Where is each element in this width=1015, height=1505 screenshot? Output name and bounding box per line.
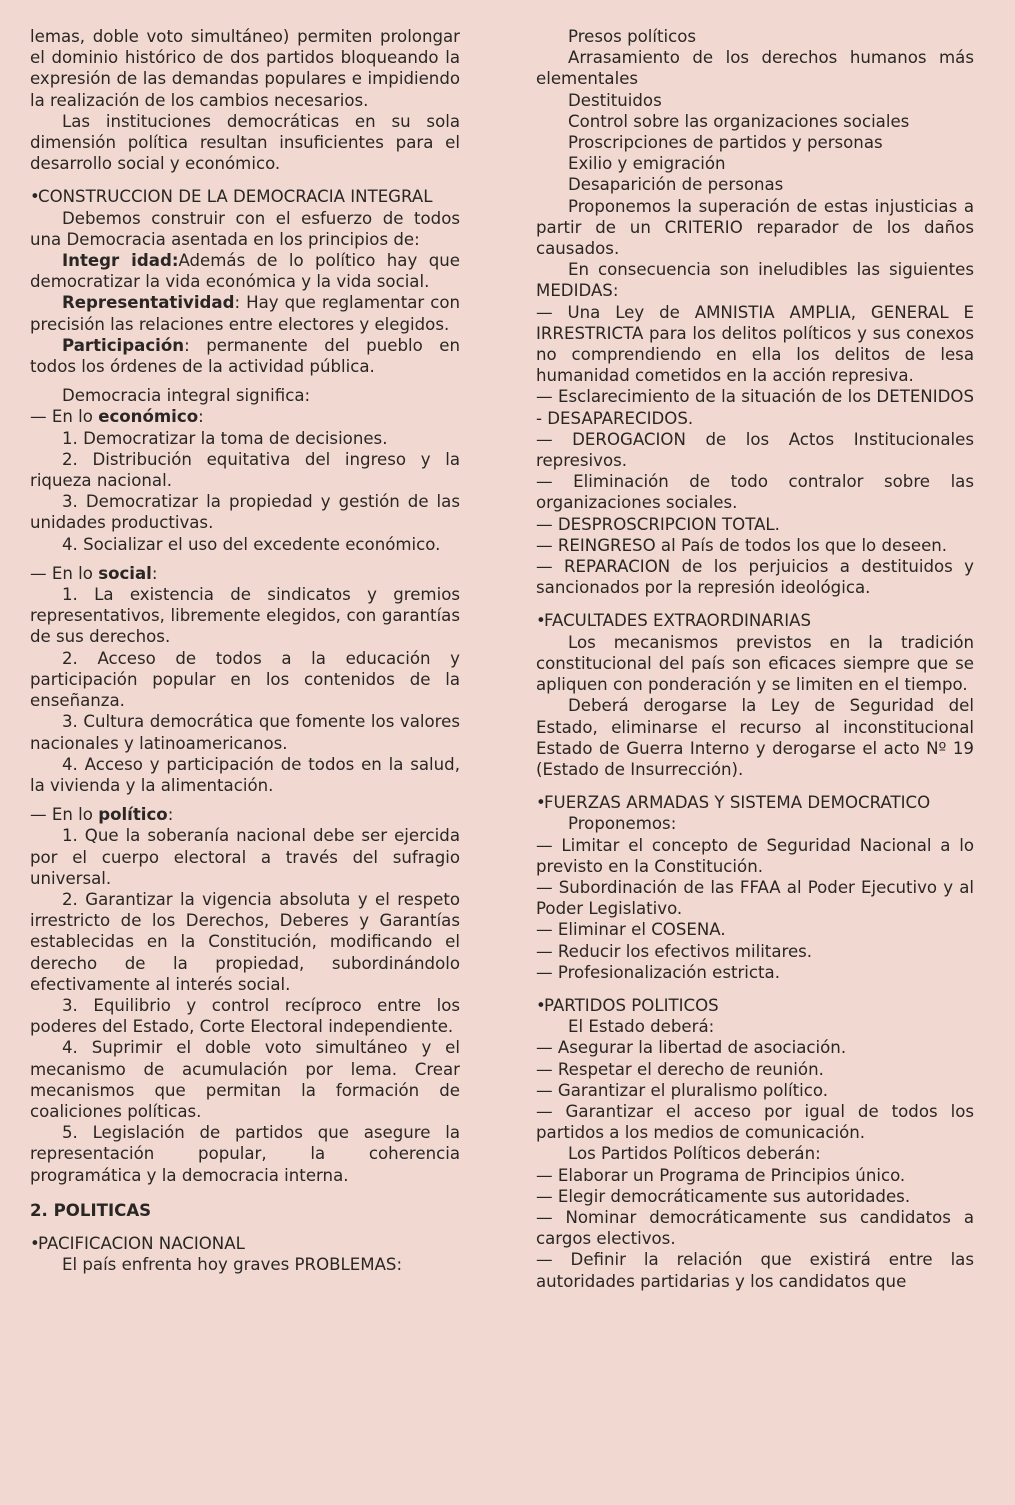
subsection-prefix: — En lo <box>30 805 99 825</box>
indented-paragraph: Los mecanismos previstos en la tradición constitucional del país son eficaces siempre que se apliquen con ponderación y se limiten en el tiempo. <box>536 632 974 695</box>
indented-paragraph: En consecuencia son ineludibles las siguientes MEDIDAS: <box>536 260 974 301</box>
paragraph: — Nominar democráticamente sus candidatos a cargos electivos. <box>536 1207 974 1249</box>
indented-paragraph: Control sobre las organizaciones sociales <box>568 111 910 131</box>
paragraph: lemas, doble voto simultáneo) permiten prolongar el dominio histórico de dos partidos bloqueando la expresión de las demandas populares e impidiendo la realización de los cambios necesarios. <box>30 27 460 110</box>
spacer <box>30 377 460 385</box>
paragraph: — Una Ley de AMNISTIA AMPLIA, GENERAL E IRRESTRICTA para los delitos políticos y sus conexos no comprendiendo en ella los delitos de lesa humanidad cometidos en la acción represiva. <box>536 302 974 386</box>
principle-paragraph <box>30 292 460 334</box>
indented-paragraph: El Estado deberá: <box>568 1017 715 1037</box>
section-heading-text: PARTIDOS POLITICOS <box>544 995 719 1015</box>
indented-paragraph: Destituidos <box>568 90 662 110</box>
paragraph: — REPARACION de los perjuicios a destituidos y sancionados por la represión ideológica. <box>536 557 974 598</box>
subsection-label <box>30 406 460 427</box>
indented-paragraph: 3. Cultura democrática que fomente los valores nacionales y latinoamericanos. <box>30 712 460 753</box>
principle-term: Integr idad: <box>62 251 179 271</box>
indented-paragraph: 2. Distribución equitativa del ingreso y la riqueza nacional. <box>30 449 460 491</box>
spacer <box>30 555 460 563</box>
principle-term: Participación <box>62 335 185 355</box>
section-heading-text: CONSTRUCCION DE LA DEMOCRACIA INTEGRAL <box>38 187 433 207</box>
principle-term: Representatividad <box>62 293 235 313</box>
bullet-marker: • <box>536 995 546 1015</box>
indented-paragraph: Proscripciones de partidos y personas <box>568 133 883 153</box>
paragraph: — Elegir democráticamente sus autoridades. <box>536 1186 911 1206</box>
subsection-term: económico <box>98 407 199 427</box>
principle-paragraph <box>30 335 460 377</box>
paragraph: — Eliminar el COSENA. <box>536 920 726 940</box>
paragraph: — Subordinación de las FFAA al Poder Ejecutivo y al Poder Legislativo. <box>536 877 974 919</box>
indented-paragraph: Los Partidos Políticos deberán: <box>568 1144 821 1164</box>
bullet-marker: • <box>536 793 546 813</box>
indented-paragraph: Presos políticos <box>568 27 697 46</box>
subsection-colon: : <box>198 407 204 427</box>
indented-paragraph: 4. Suprimir el doble voto simultáneo y el mecanismo de acumulación por lema. Crear mecanismos que permitan la formación de coaliciones políticas. <box>30 1038 460 1121</box>
indented-paragraph: Arrasamiento de los derechos humanos más elementales <box>536 48 974 89</box>
principle-text: Además de lo político hay que democratizar la vida económica y la vida social. <box>30 251 460 292</box>
indented-paragraph: Desaparición de personas <box>568 175 784 195</box>
paragraph: — Limitar el concepto de Seguridad Nacional a lo previsto en la Constitución. <box>536 835 974 876</box>
section-heading <box>30 1233 460 1254</box>
indented-paragraph: 2. Acceso de todos a la educación y participación popular en los contenidos de la enseñanza. <box>30 648 460 711</box>
right-column <box>536 26 974 1292</box>
section-heading <box>30 186 460 207</box>
paragraph: — DESPROSCRIPCION TOTAL. <box>536 514 780 534</box>
section-heading-text: FUERZAS ARMADAS Y SISTEMA DEMOCRATICO <box>544 793 931 813</box>
indented-paragraph: Exilio y emigración <box>568 154 726 174</box>
section-heading <box>536 792 974 813</box>
indented-paragraph: 3. Democratizar la propiedad y gestión de las unidades productivas. <box>30 492 460 533</box>
numbered-heading: 2. POLITICAS <box>30 1200 152 1220</box>
principle-paragraph <box>30 250 460 292</box>
indented-paragraph: 2. Garantizar la vigencia absoluta y el respeto irrestricto de los Derechos, Deberes y Garantías establecidas en la Constitución, modificando el derecho de la propiedad, subordinándolo efectivamente al interés social. <box>30 889 460 994</box>
indented-paragraph: Proponemos: <box>568 814 677 834</box>
principle-text: : permanente del pueblo en todos los órdenes de la actividad pública. <box>30 335 460 377</box>
indented-paragraph: Proponemos la superación de estas injusticias a partir de un CRITERIO reparador de los daños causados. <box>536 196 974 259</box>
section-heading <box>536 610 974 631</box>
section-heading <box>536 995 974 1016</box>
indented-paragraph: El país enfrenta hoy graves PROBLEMAS: <box>62 1255 403 1275</box>
subsection-prefix: — En lo <box>30 563 99 583</box>
bullet-marker: • <box>30 187 40 207</box>
paragraph: — Definir la relación que existirá entre las autoridades partidarias y los candidatos que <box>536 1250 974 1291</box>
indented-paragraph: 5. Legislación de partidos que asegure la representación popular, la coherencia programática y la democracia interna. <box>30 1123 460 1185</box>
paragraph: — Asegurar la libertad de asociación. <box>536 1038 847 1058</box>
indented-paragraph: 3. Equilibrio y control recíproco entre los poderes del Estado, Corte Electoral independiente. <box>30 995 460 1037</box>
paragraph: — Garantizar el acceso por igual de todos los partidos a los medios de comunicación. <box>536 1101 974 1143</box>
section-heading-text: FACULTADES EXTRAORDINARIAS <box>544 611 811 631</box>
left-column <box>30 26 460 1275</box>
indented-paragraph: 4. Acceso y participación de todos en la salud, la vivienda y la alimentación. <box>30 754 460 795</box>
principle-text: : Hay que reglamentar con precisión las relaciones entre electores y elegidos. <box>30 293 460 334</box>
subsection-colon: : <box>167 805 174 825</box>
paragraph: — Respetar el derecho de reunión. <box>536 1059 824 1079</box>
indented-paragraph: 1. La existencia de sindicatos y gremios representativos, libremente elegidos, con garantías de sus derechos. <box>30 585 460 647</box>
paragraph: — Elaborar un Programa de Principios único. <box>536 1165 906 1185</box>
indented-paragraph: 4. Socializar el uso del excedente económico. <box>62 534 441 554</box>
subsection-colon: : <box>151 563 158 583</box>
section-heading-text: PACIFICACION NACIONAL <box>38 1233 245 1253</box>
indented-paragraph: Las instituciones democráticas en su sola dimensión política resultan insuficientes para el desarrollo social y económico. <box>30 111 460 174</box>
bullet-marker: • <box>30 1233 40 1253</box>
subsection-term: social <box>98 563 152 583</box>
spacer <box>30 796 460 804</box>
paragraph: — DEROGACION de los Actos Institucionales represivos. <box>536 429 974 471</box>
subsection-term: político <box>98 805 168 825</box>
subsection-label <box>30 563 460 584</box>
indented-paragraph: 1. Democratizar la toma de decisiones. <box>62 428 388 448</box>
paragraph: — Esclarecimiento de la situación de los DETENIDOS - DESAPARECIDOS. <box>536 387 974 428</box>
indented-paragraph: 1. Que la soberanía nacional debe ser ejercida por el cuerpo electoral a través del sufragio universal. <box>30 826 460 888</box>
subsection-prefix: — En lo <box>30 407 99 427</box>
indented-paragraph: Democracia integral significa: <box>62 386 311 406</box>
subsection-label <box>30 804 460 825</box>
paragraph: — Eliminación de todo contralor sobre las organizaciones sociales. <box>536 472 974 513</box>
paragraph: — Profesionalización estricta. <box>536 962 780 982</box>
paragraph: — REINGRESO al País de todos los que lo deseen. <box>536 535 948 555</box>
indented-paragraph: Debemos construir con el esfuerzo de todos una Democracia asentada en los principios de: <box>30 208 460 249</box>
paragraph: — Reducir los efectivos militares. <box>536 941 813 961</box>
paragraph: — Garantizar el pluralismo político. <box>536 1080 828 1100</box>
bullet-marker: • <box>536 611 546 631</box>
indented-paragraph: Deberá derogarse la Ley de Seguridad del Estado, eliminarse el recurso al inconstitucional Estado de Guerra Interno y derogarse el acto Nº 19 (Estado de Insurrección). <box>536 696 974 779</box>
